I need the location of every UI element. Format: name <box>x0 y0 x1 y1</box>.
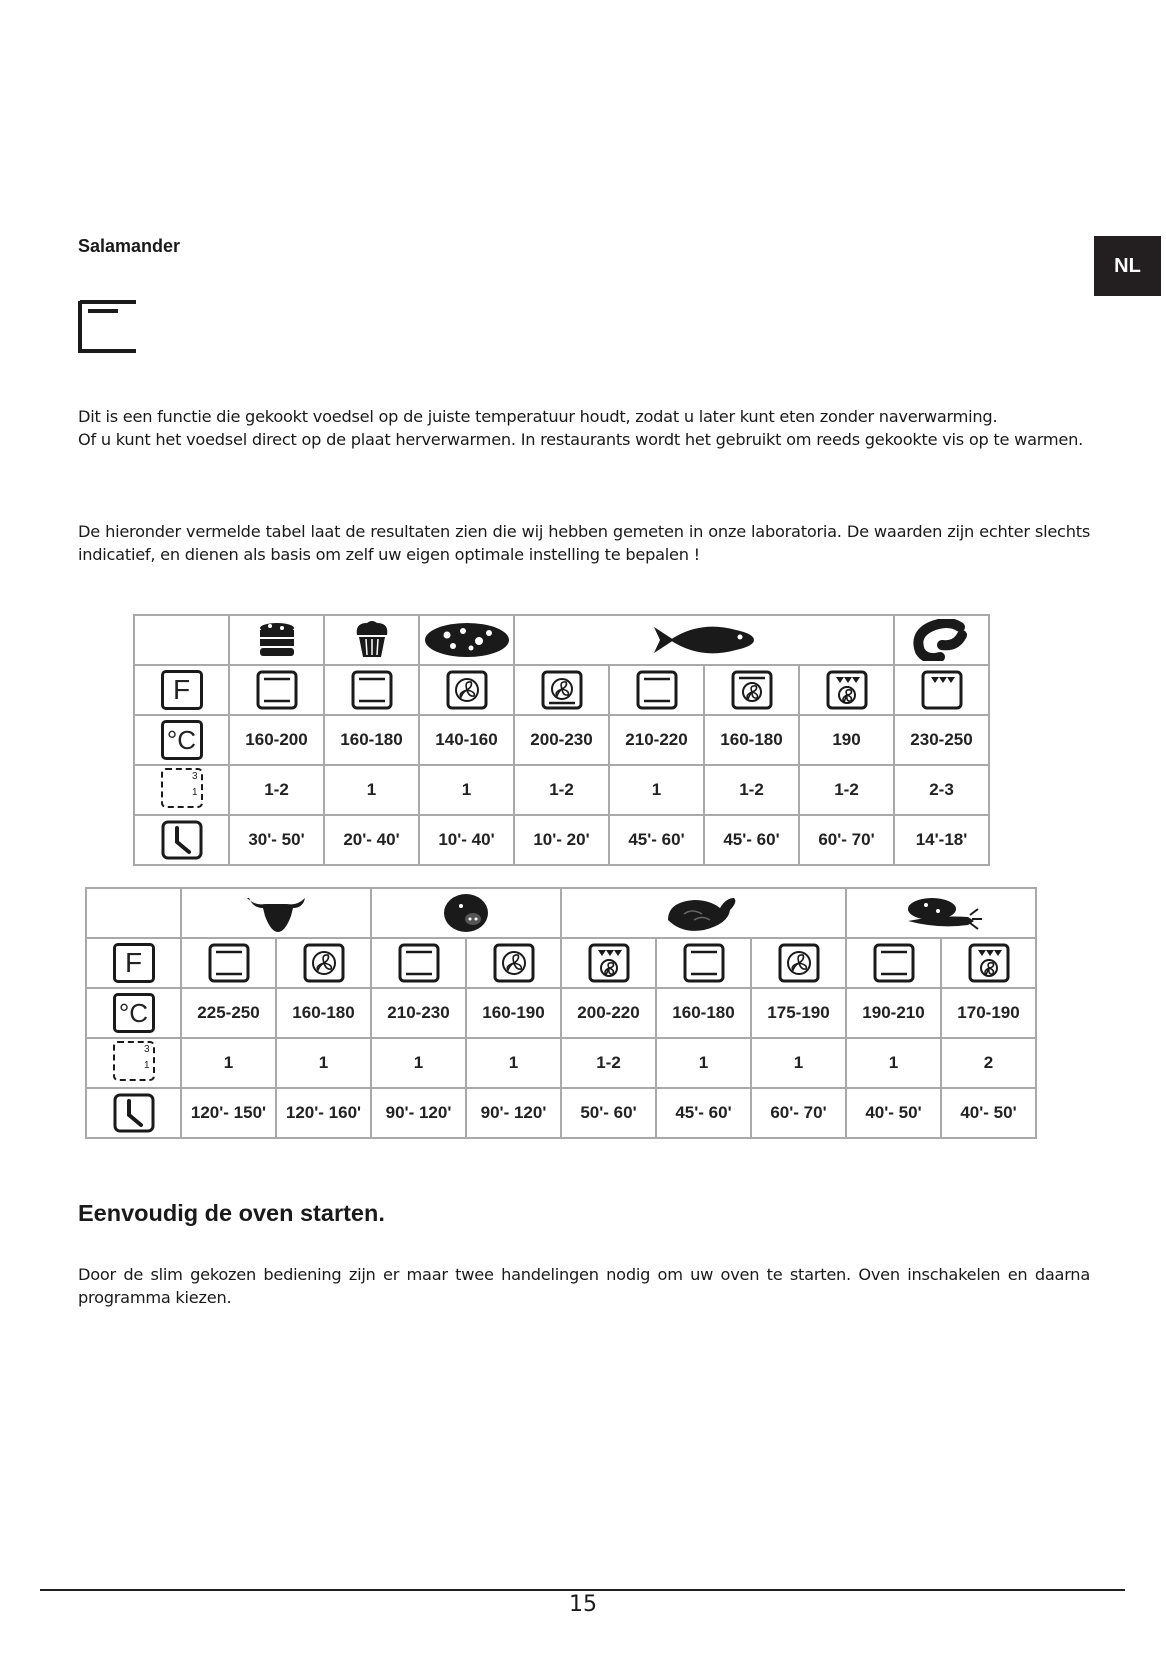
vegetables-icon <box>847 893 1035 933</box>
start-heading: Eenvoudig de oven starten. <box>78 1200 385 1226</box>
fan-icon <box>420 670 513 710</box>
shelf-cell: 1-2 <box>704 765 799 815</box>
function-cell <box>656 938 751 988</box>
time-label <box>134 815 229 865</box>
temperature-label <box>134 715 229 765</box>
temperature-symbol-icon: °C <box>161 720 203 760</box>
function-symbol-icon: F <box>161 670 203 710</box>
time-cell: 45'- 60' <box>656 1088 751 1138</box>
time-cell: 40'- 50' <box>941 1088 1036 1138</box>
language-tab: NL <box>1094 236 1161 296</box>
time-cell: 14'-18' <box>894 815 989 865</box>
temperature-cell: 160-190 <box>466 988 561 1038</box>
grill-icon <box>895 670 988 710</box>
shelf-cell: 1 <box>656 1038 751 1088</box>
function-cell <box>941 938 1036 988</box>
time-cell: 10'- 20' <box>514 815 609 865</box>
shelf-cell: 1 <box>181 1038 276 1088</box>
food-header-cell <box>181 888 371 938</box>
start-paragraph: Door de slim gekozen bediening zijn er maar twee handelingen nodig om uw oven te starten. Oven inschakelen en daarna programma kiezen. <box>78 1265 1090 1307</box>
time-cell: 45'- 60' <box>609 815 704 865</box>
temperature-cell: 210-230 <box>371 988 466 1038</box>
cooking-table-2 <box>85 887 1037 1139</box>
time-cell: 90'- 120' <box>466 1088 561 1138</box>
shelf-cell: 1 <box>466 1038 561 1088</box>
function-cell <box>751 938 846 988</box>
temperature-cell: 160-200 <box>229 715 324 765</box>
temperature-cell: 225-250 <box>181 988 276 1038</box>
intro-line-2: Of u kunt het voedsel direct op de plaat herverwarmen. In restaurants wordt het gebruikt om reeds gekookte vis op te warmen. <box>78 430 1084 449</box>
shelf-cell: 1 <box>846 1038 941 1088</box>
food-header-cell <box>894 615 989 665</box>
temperature-cell: 210-220 <box>609 715 704 765</box>
time-cell: 20'- 40' <box>324 815 419 865</box>
function-cell <box>561 938 656 988</box>
shelf-cell: 2-3 <box>894 765 989 815</box>
time-cell: 120'- 160' <box>276 1088 371 1138</box>
fan-icon <box>752 943 845 983</box>
function-cell <box>704 665 799 715</box>
clock-icon <box>161 820 203 860</box>
function-cell <box>894 665 989 715</box>
shelf-level-icon: 3 1 <box>161 768 203 808</box>
fan-icon <box>467 943 560 983</box>
food-header-cell <box>229 615 324 665</box>
conventional-icon <box>657 943 750 983</box>
function-cell <box>609 665 704 715</box>
function-cell <box>799 665 894 715</box>
time-cell: 45'- 60' <box>704 815 799 865</box>
chicken-icon <box>562 892 845 934</box>
clock-icon <box>113 1093 155 1133</box>
temperature-cell: 160-180 <box>324 715 419 765</box>
shelf-label <box>134 765 229 815</box>
shelf-cell: 1-2 <box>799 765 894 815</box>
temperature-label <box>86 988 181 1038</box>
shelf-cell: 2 <box>941 1038 1036 1088</box>
temperature-cell: 160-180 <box>656 988 751 1038</box>
fan-icon <box>277 943 370 983</box>
time-cell: 50'- 60' <box>561 1088 656 1138</box>
food-header-cell <box>324 615 419 665</box>
food-header-cell <box>419 615 514 665</box>
temperature-cell: 230-250 <box>894 715 989 765</box>
shelf-cell: 1 <box>324 765 419 815</box>
shelf-cell: 1 <box>371 1038 466 1088</box>
time-cell: 40'- 50' <box>846 1088 941 1138</box>
function-cell <box>514 665 609 715</box>
shelf-cell: 1-2 <box>514 765 609 815</box>
footer-rule <box>40 1589 1125 1591</box>
pizza-icon <box>420 621 513 659</box>
function-cell <box>324 665 419 715</box>
function-label <box>134 665 229 715</box>
grill-fan-icon <box>562 943 655 983</box>
function-label <box>86 938 181 988</box>
temperature-cell: 140-160 <box>419 715 514 765</box>
intro-line-1: Dit is een functie die gekookt voedsel op de juiste temperatuur houdt, zodat u later kunt eten zonder naverwarming. <box>78 407 998 426</box>
temperature-cell: 175-190 <box>751 988 846 1038</box>
cake-icon <box>230 620 323 660</box>
conventional-icon <box>610 670 703 710</box>
function-cell <box>846 938 941 988</box>
time-cell: 120'- 150' <box>181 1088 276 1138</box>
section-title: Salamander <box>78 236 181 256</box>
corner-cell <box>134 615 229 665</box>
sausage-icon <box>895 619 988 661</box>
shelf-cell: 1 <box>276 1038 371 1088</box>
shelf-cell: 1-2 <box>229 765 324 815</box>
beef-icon <box>182 892 370 934</box>
time-cell: 60'- 70' <box>751 1088 846 1138</box>
conventional-icon <box>182 943 275 983</box>
pork-icon <box>372 891 560 935</box>
function-cell <box>419 665 514 715</box>
fan-top-heat-icon <box>705 670 798 710</box>
salamander-function-icon <box>78 299 138 355</box>
conventional-icon <box>230 670 323 710</box>
time-cell: 90'- 120' <box>371 1088 466 1138</box>
temperature-cell: 200-230 <box>514 715 609 765</box>
time-cell: 60'- 70' <box>799 815 894 865</box>
grill-fan-icon <box>800 670 893 710</box>
temperature-cell: 170-190 <box>941 988 1036 1038</box>
table-note: De hieronder vermelde tabel laat de resultaten zien die wij hebben gemeten in onze laboratoria. De waarden zijn echter slechts indicatief, en dienen als basis om zelf uw eigen optimale instelling te bepalen ! <box>78 522 1090 564</box>
fish-icon <box>515 623 893 657</box>
corner-cell <box>86 888 181 938</box>
function-cell <box>276 938 371 988</box>
function-symbol-icon: F <box>113 943 155 983</box>
muffin-icon <box>325 619 418 661</box>
intro-paragraph <box>78 405 1090 451</box>
page-number: 15 <box>569 1592 597 1617</box>
grill-fan-icon <box>942 943 1035 983</box>
temperature-symbol-icon: °C <box>113 993 155 1033</box>
cooking-table-1 <box>133 614 990 866</box>
food-header-cell <box>371 888 561 938</box>
temperature-cell: 160-180 <box>276 988 371 1038</box>
time-cell: 30'- 50' <box>229 815 324 865</box>
conventional-icon <box>372 943 465 983</box>
function-cell <box>371 938 466 988</box>
conventional-icon <box>325 670 418 710</box>
food-header-cell <box>846 888 1036 938</box>
shelf-cell: 1 <box>751 1038 846 1088</box>
shelf-cell: 1 <box>419 765 514 815</box>
temperature-cell: 190-210 <box>846 988 941 1038</box>
food-header-cell <box>514 615 894 665</box>
shelf-level-icon: 3 1 <box>113 1041 155 1081</box>
temperature-cell: 190 <box>799 715 894 765</box>
shelf-cell: 1 <box>609 765 704 815</box>
conventional-icon <box>847 943 940 983</box>
shelf-cell: 1-2 <box>561 1038 656 1088</box>
fan-bottom-heat-icon <box>515 670 608 710</box>
shelf-label <box>86 1038 181 1088</box>
function-cell <box>181 938 276 988</box>
food-header-cell <box>561 888 846 938</box>
time-label <box>86 1088 181 1138</box>
time-cell: 10'- 40' <box>419 815 514 865</box>
function-cell <box>466 938 561 988</box>
temperature-cell: 160-180 <box>704 715 799 765</box>
temperature-cell: 200-220 <box>561 988 656 1038</box>
function-cell <box>229 665 324 715</box>
